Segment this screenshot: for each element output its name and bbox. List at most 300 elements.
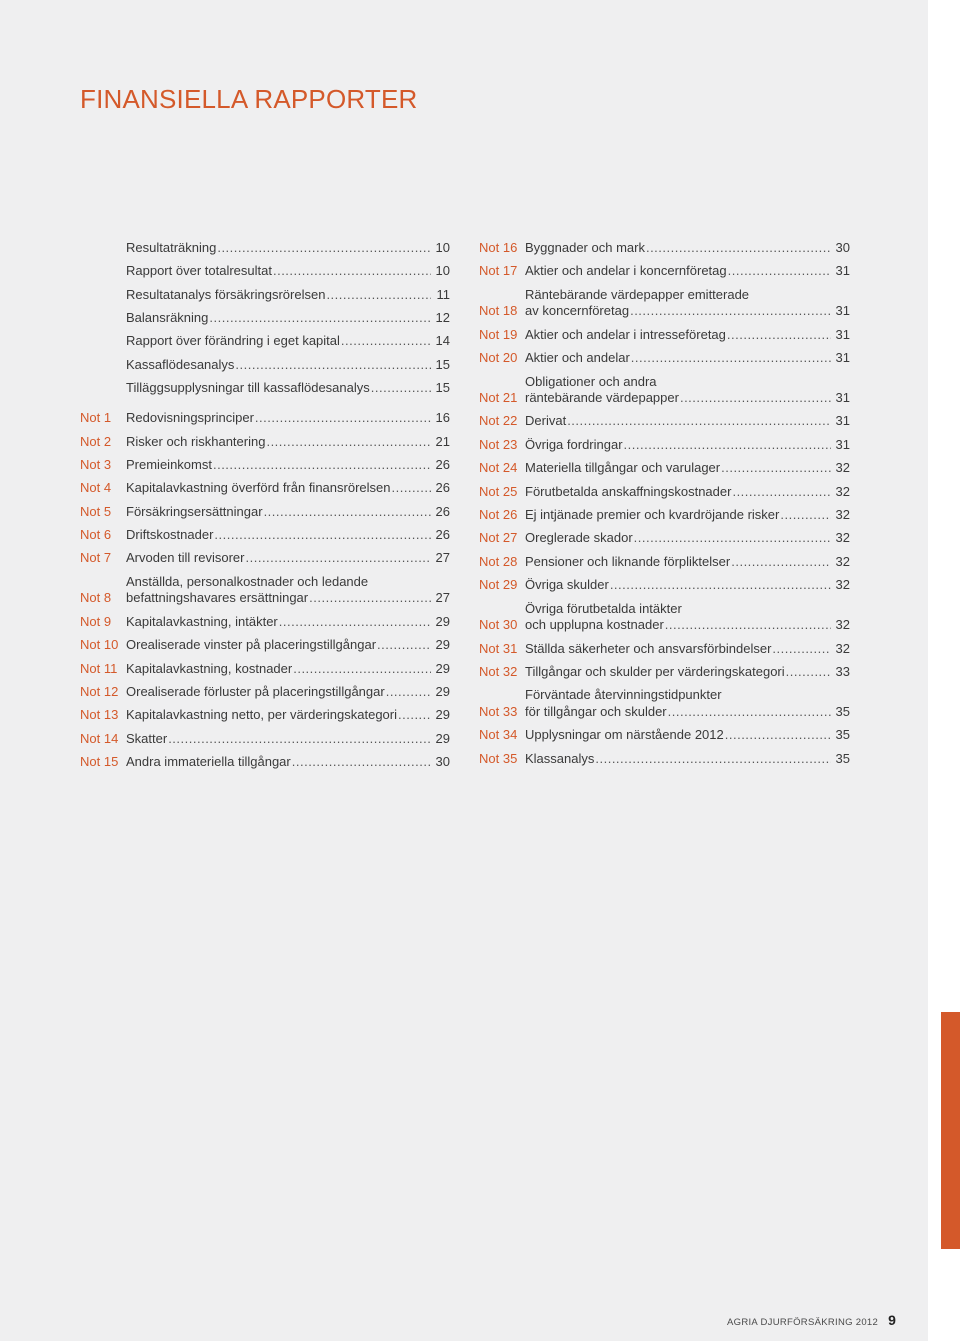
toc-note-number: Not 18: [479, 303, 518, 319]
toc-entry[interactable]: [80, 701, 450, 724]
toc-page-number: 32: [835, 507, 850, 523]
toc-note-number: Not 28: [479, 553, 518, 569]
toc-note-number: Not 34: [479, 727, 518, 743]
toc-entry-text: [126, 410, 450, 427]
toc-entry-label: Förväntade återvinningstidpunkter: [525, 687, 722, 703]
toc-page-number: 11: [436, 286, 450, 302]
toc-entry-label: Anställda, personalkostnader och ledande: [126, 573, 369, 589]
toc-entry-text: [126, 614, 450, 631]
toc-entry-label: Tilläggsupplysningar till kassaflödesanalys: [126, 380, 370, 396]
toc-entry-body: [525, 437, 850, 454]
dot-leader: [341, 333, 431, 350]
toc-entry-body: [525, 577, 850, 594]
toc-entry[interactable]: [479, 680, 850, 720]
toc-entry[interactable]: [80, 724, 450, 747]
toc-page-number: 35: [835, 750, 850, 766]
toc-entry-body: [126, 457, 450, 474]
toc-entry-label: Driftskostnader: [126, 527, 214, 543]
toc-entry-line: [525, 507, 850, 524]
toc-page-number: 29: [435, 660, 450, 676]
toc-note-number: Not 29: [479, 577, 518, 593]
toc-entry-text: [126, 527, 450, 544]
toc-entry[interactable]: [80, 303, 450, 326]
toc-entry-body: [126, 240, 450, 257]
dot-leader: [391, 480, 431, 497]
toc-entry-line: [525, 704, 850, 721]
dot-leader: [780, 507, 831, 524]
toc-entry-label: Aktier och andelar i intresseföretag: [525, 326, 726, 342]
toc-entry-line: [525, 484, 850, 501]
toc-entry-body: [525, 751, 850, 768]
toc-page-number: 32: [835, 617, 850, 633]
toc-entry-label: Materiella tillgångar och varulager: [525, 460, 721, 476]
toc-entry[interactable]: [80, 280, 450, 303]
dot-leader: [634, 530, 831, 547]
toc-entry-line: [126, 310, 450, 327]
toc-entry[interactable]: [80, 373, 450, 396]
toc-note-number: Not 9: [80, 613, 112, 629]
toc-entry-label: Förutbetalda anskaffningskostnader: [525, 483, 732, 499]
toc-entry-label: Rapport över totalresultat: [126, 263, 272, 279]
toc-page-number: 15: [435, 356, 450, 372]
toc-entry-line: [126, 590, 450, 607]
toc-entry-line: [525, 641, 850, 658]
toc-entry[interactable]: [80, 403, 450, 426]
toc-entry-label: Räntebärande värdepapper emitterade: [525, 286, 750, 302]
toc-entry-label: Byggnader och mark: [525, 239, 645, 255]
toc-note-number: Not 13: [80, 707, 119, 723]
toc-page-number: 30: [435, 754, 450, 770]
toc-page-number: 32: [835, 640, 850, 656]
toc-entry-label-continued: befattningshavares ersättningar: [126, 590, 309, 606]
toc-entry[interactable]: [80, 233, 450, 256]
toc-entry[interactable]: [80, 497, 450, 520]
toc-entry-label: Arvoden till revisorer: [126, 550, 245, 566]
dot-leader: [168, 731, 431, 748]
toc-entry-line: [525, 437, 850, 454]
toc-note-number: Not 6: [80, 527, 112, 543]
toc-entry-text: [126, 754, 450, 771]
toc-column-right: [479, 233, 850, 767]
toc-entry-body: [525, 263, 850, 280]
toc-note-number: Not 30: [479, 617, 518, 633]
toc-entry-text: [525, 484, 850, 501]
toc-entry-body: [525, 727, 850, 744]
toc-entry[interactable]: [80, 544, 450, 567]
toc-page-number: 26: [435, 503, 450, 519]
toc-entry-line: [126, 637, 450, 654]
toc-entry-label: Resultatanalys försäkringsrörelsen: [126, 286, 326, 302]
toc-entry[interactable]: [479, 524, 850, 547]
toc-page-number: 32: [835, 460, 850, 476]
toc-entry-text: [126, 480, 450, 497]
toc-entry[interactable]: [479, 430, 850, 453]
toc-entry-body: [525, 240, 850, 257]
toc-entry-text: [126, 310, 450, 327]
dot-leader: [721, 460, 831, 477]
dot-leader: [209, 310, 431, 327]
toc-entry-label: Kapitalavkastning överförd från finansrörelsen: [126, 480, 391, 496]
toc-page-number: 10: [435, 239, 450, 255]
toc-entry[interactable]: [479, 570, 850, 593]
toc-entry-body: [525, 484, 850, 501]
toc-note-number: Not 17: [479, 263, 518, 279]
toc-entry-body: [126, 527, 450, 544]
toc-entry-body: [126, 480, 450, 497]
toc-page-number: 31: [835, 436, 850, 452]
toc-entry-body: [126, 614, 450, 631]
toc-entry-body: [525, 641, 850, 658]
toc-note-number: Not 21: [479, 390, 518, 406]
toc-page-number: 10: [435, 263, 450, 279]
dot-leader: [728, 263, 831, 280]
toc-entry[interactable]: [80, 607, 450, 630]
toc-entry-body: [126, 310, 450, 327]
toc-note-number: Not 25: [479, 483, 518, 499]
toc-entry-label-continued: för tillgångar och skulder: [525, 703, 667, 719]
toc-page-number: 12: [435, 310, 450, 326]
toc-entry[interactable]: [479, 453, 850, 476]
toc-note-number: Not 3: [80, 456, 112, 472]
dot-leader: [610, 577, 831, 594]
toc-entry[interactable]: [479, 280, 850, 320]
toc-entry[interactable]: [80, 654, 450, 677]
toc-entry-line: [126, 614, 450, 631]
toc-page-number: 32: [835, 483, 850, 499]
toc-entry-label: Kapitalavkastning, intäkter: [126, 613, 278, 629]
toc-entry-line: [525, 460, 850, 477]
dot-leader: [646, 240, 831, 257]
dot-leader: [255, 410, 431, 427]
toc-entry-line: [126, 480, 450, 497]
toc-entry-text: [126, 661, 450, 678]
toc-entry-line: [126, 684, 450, 701]
dot-leader: [246, 550, 432, 567]
toc-entry-label-continued: räntebärande värdepapper: [525, 390, 679, 406]
toc-page-number: 29: [435, 613, 450, 629]
toc-entry-label: Balansräkning: [126, 310, 209, 326]
toc-entry-body: [126, 410, 450, 427]
toc-note-number: Not 8: [80, 590, 112, 606]
toc-entry[interactable]: [80, 427, 450, 450]
toc-entry-body: [126, 684, 450, 701]
toc-page-number: 33: [835, 663, 850, 679]
toc-entry-text: [525, 350, 850, 367]
toc-page-number: 29: [435, 730, 450, 746]
toc-entry-label: Pensioner och liknande förpliktelser: [525, 553, 731, 569]
toc-entry-body: [525, 327, 850, 344]
toc-page-number: 14: [435, 333, 450, 349]
dot-leader: [309, 590, 431, 607]
toc-entry[interactable]: [80, 630, 450, 653]
toc-page-number: 32: [835, 530, 850, 546]
toc-entry-body: [525, 530, 850, 547]
toc-entry-body: [126, 661, 450, 678]
toc-entry-label: Kapitalavkastning netto, per värderingskategori: [126, 707, 397, 723]
toc-note-number: Not 22: [479, 413, 518, 429]
toc-entry-body: [126, 550, 450, 567]
toc-entry-body: [525, 374, 850, 407]
toc-entry-line: [126, 434, 450, 451]
dot-leader: [665, 617, 831, 634]
toc-entry[interactable]: [80, 677, 450, 700]
toc-entry-line: [126, 731, 450, 748]
dot-leader: [786, 664, 831, 681]
toc-entry-line: [126, 263, 450, 280]
toc-entry-label: Övriga fordringar: [525, 436, 623, 452]
toc-entry-label: Klassanalys: [525, 750, 595, 766]
dot-leader: [630, 303, 831, 320]
toc-entry-line: [525, 350, 850, 367]
toc-entry-text: [126, 707, 450, 724]
toc-entry-body: [126, 637, 450, 654]
toc-page-number: 32: [835, 577, 850, 593]
toc-entry[interactable]: [80, 520, 450, 543]
toc-entry-line: [126, 410, 450, 427]
toc-entry-text: [525, 554, 850, 571]
dot-leader: [725, 727, 831, 744]
toc-entry-label: Derivat: [525, 413, 567, 429]
toc-entry-line: [525, 554, 850, 571]
toc-entry-text: [525, 664, 850, 681]
toc-entry-body: [126, 434, 450, 451]
toc-entry-text: [525, 327, 850, 344]
toc-entry-text: [126, 333, 450, 350]
toc-entry-line: [525, 240, 850, 257]
toc-page-number: 35: [835, 703, 850, 719]
dot-leader: [214, 527, 431, 544]
page-footer: [727, 1312, 896, 1328]
dot-leader: [213, 457, 431, 474]
toc-entry-line: [126, 457, 450, 474]
dot-leader: [631, 350, 831, 367]
toc-entry-body: [525, 664, 850, 681]
toc-entry-label: Orealiserade förluster på placeringstillgångar: [126, 684, 385, 700]
toc-entry-body: [525, 287, 850, 320]
dot-leader: [727, 327, 831, 344]
toc-entry-text: [126, 550, 450, 567]
toc-entry-body: [525, 413, 850, 430]
toc-entry[interactable]: [80, 327, 450, 350]
toc-page-number: 26: [435, 480, 450, 496]
toc-entry-text: [525, 507, 850, 524]
toc-page-number: 29: [435, 707, 450, 723]
toc-entry[interactable]: [479, 634, 850, 657]
toc-page-number: 16: [435, 410, 450, 426]
toc-entry[interactable]: [479, 367, 850, 407]
page-title: FINANSIELLA RAPPORTER: [80, 84, 418, 114]
toc-note-number: Not 32: [479, 663, 518, 679]
toc-entry-text: [525, 601, 850, 634]
toc-entry-text: [525, 460, 850, 477]
toc-entry-text: [525, 240, 850, 257]
toc-entry-body: [126, 574, 450, 607]
footer-publication: AGRIA DJURFÖRSÄKRING 2012: [727, 1317, 879, 1328]
toc-page-number: 26: [435, 527, 450, 543]
toc-entry-line: [525, 727, 850, 744]
dot-leader: [595, 751, 831, 768]
toc-entry-line: [525, 390, 850, 407]
toc-entry-label: Skatter: [126, 730, 168, 746]
toc-entry-label: Kassaflödesanalys: [126, 356, 235, 372]
toc-entry-label: Övriga förutbetalda intäkter: [525, 600, 682, 616]
toc-note-number: Not 20: [479, 350, 518, 366]
toc-entry[interactable]: [479, 407, 850, 430]
toc-entry-text: [525, 263, 850, 280]
toc-entry[interactable]: [479, 720, 850, 743]
toc-entry-label-continued: och upplupna kostnader: [525, 617, 664, 633]
toc-entry-text: [525, 530, 850, 547]
toc-note-number: Not 12: [80, 684, 119, 700]
toc-entry-label: Kapitalavkastning, kostnader: [126, 660, 293, 676]
toc-entry-line: [525, 530, 850, 547]
toc-entry[interactable]: [479, 320, 850, 343]
toc-entry-line: [126, 380, 450, 397]
toc-note-number: Not 31: [479, 640, 518, 656]
toc-entry-text: [126, 434, 450, 451]
toc-page-number: 35: [835, 727, 850, 743]
toc-page-number: 31: [835, 303, 850, 319]
toc-page-number: 29: [435, 684, 450, 700]
toc-entry-label: Ej intjänade premier och kvardröjande risker: [525, 507, 780, 523]
dot-leader: [217, 240, 431, 257]
toc-entry-body: [126, 504, 450, 521]
toc-entry-label-continued: av koncernföretag: [525, 303, 630, 319]
toc-entry-body: [126, 357, 450, 374]
toc-entry[interactable]: [479, 256, 850, 279]
toc-entry-body: [525, 460, 850, 477]
toc-page-number: 15: [435, 380, 450, 396]
toc-entry-text: [126, 263, 450, 280]
dot-leader: [279, 614, 431, 631]
toc-entry-body: [126, 707, 450, 724]
toc-note-number: Not 5: [80, 503, 112, 519]
toc-entry[interactable]: [479, 477, 850, 500]
toc-entry[interactable]: [479, 500, 850, 523]
dot-leader: [266, 434, 431, 451]
toc-entry-body: [525, 507, 850, 524]
dot-leader: [235, 357, 431, 374]
toc-entry-text: [126, 504, 450, 521]
dot-leader: [772, 641, 831, 658]
toc-entry-text: [525, 577, 850, 594]
toc-note-number: Not 19: [479, 326, 518, 342]
toc-entry-line: [525, 751, 850, 768]
dot-leader: [567, 413, 831, 430]
toc-entry[interactable]: [80, 747, 450, 770]
toc-note-number: Not 16: [479, 239, 518, 255]
toc-entry[interactable]: [479, 343, 850, 366]
dot-leader: [624, 437, 831, 454]
toc-entry-label: Aktier och andelar i koncernföretag: [525, 263, 727, 279]
toc-entry-label: Rapport över förändring i eget kapital: [126, 333, 340, 349]
toc-entry[interactable]: [80, 567, 450, 607]
toc-entry-line: [525, 303, 850, 320]
toc-entry-line: [126, 550, 450, 567]
toc-page-number: 26: [435, 456, 450, 472]
dot-leader: [293, 661, 431, 678]
dot-leader: [292, 754, 431, 771]
toc-entry-text: [126, 240, 450, 257]
toc-entry-text: [126, 574, 450, 607]
toc-entry-text: [525, 751, 850, 768]
toc-entry-text: [525, 687, 850, 720]
toc-entry[interactable]: [479, 594, 850, 634]
toc-entry-line: [126, 240, 450, 257]
toc-entry-line: [126, 357, 450, 374]
toc-note-number: Not 1: [80, 410, 112, 426]
toc-entry-label: Övriga skulder: [525, 577, 609, 593]
toc-entry[interactable]: [479, 233, 850, 256]
toc-entry-body: [525, 601, 850, 634]
toc-page-number: 27: [435, 590, 450, 606]
dot-leader: [732, 484, 831, 501]
toc-note-number: Not 11: [80, 660, 118, 676]
toc-entry-label: Redovisningsprinciper: [126, 410, 254, 426]
toc-entry-label: Orealiserade vinster på placeringstillgångar: [126, 637, 377, 653]
toc-note-number: Not 2: [80, 433, 112, 449]
toc-entry-line: [525, 263, 850, 280]
toc-note-number: Not 26: [479, 507, 518, 523]
toc-entry[interactable]: [80, 350, 450, 373]
toc-entry-line: [525, 664, 850, 681]
toc-entry[interactable]: [80, 256, 450, 279]
toc-entry-body: [126, 333, 450, 350]
toc-entry-body: [126, 287, 450, 304]
dot-leader: [731, 554, 831, 571]
toc-entry-body: [525, 350, 850, 367]
toc-entry-text: [126, 287, 450, 304]
toc-entry-line: [126, 287, 450, 304]
toc-entry-text: [525, 287, 850, 320]
toc-entry-text: [126, 380, 450, 397]
toc-entry-label: Ställda säkerheter och ansvarsförbindelser: [525, 640, 772, 656]
toc-entry-line: [525, 577, 850, 594]
dot-leader: [668, 704, 831, 721]
toc-note-number: Not 15: [80, 754, 119, 770]
toc-entry-text: [525, 727, 850, 744]
toc-note-number: Not 4: [80, 480, 112, 496]
dot-leader: [264, 504, 431, 521]
toc-entry-label: Premieinkomst: [126, 456, 212, 472]
toc-entry-text: [525, 413, 850, 430]
toc-entry-text: [126, 731, 450, 748]
toc-entry-body: [525, 554, 850, 571]
dot-leader: [386, 684, 431, 701]
toc-note-number: Not 35: [479, 750, 518, 766]
dot-leader: [377, 637, 431, 654]
toc-entry-label: Risker och riskhantering: [126, 433, 266, 449]
toc-entry-label: Tillgångar och skulder per värderingskategori: [525, 663, 785, 679]
toc-note-number: Not 14: [80, 730, 119, 746]
toc-entry-label: Obligationer och andra: [525, 373, 657, 389]
toc-entry[interactable]: [479, 657, 850, 680]
toc-entry-label: Försäkringsersättningar: [126, 503, 263, 519]
toc-entry-line: [525, 413, 850, 430]
dot-leader: [371, 380, 431, 397]
section-tab-marker: [941, 1012, 960, 1249]
toc-page-number: 31: [835, 326, 850, 342]
toc-entry[interactable]: [479, 744, 850, 767]
toc-page-number: 32: [835, 553, 850, 569]
toc-entry[interactable]: [479, 547, 850, 570]
toc-page-number: 21: [435, 433, 450, 449]
toc-entry-body: [126, 380, 450, 397]
toc-entry[interactable]: [80, 473, 450, 496]
dot-leader: [398, 707, 431, 724]
toc-entry-label: Resultaträkning: [126, 239, 217, 255]
toc-entry[interactable]: [80, 450, 450, 473]
